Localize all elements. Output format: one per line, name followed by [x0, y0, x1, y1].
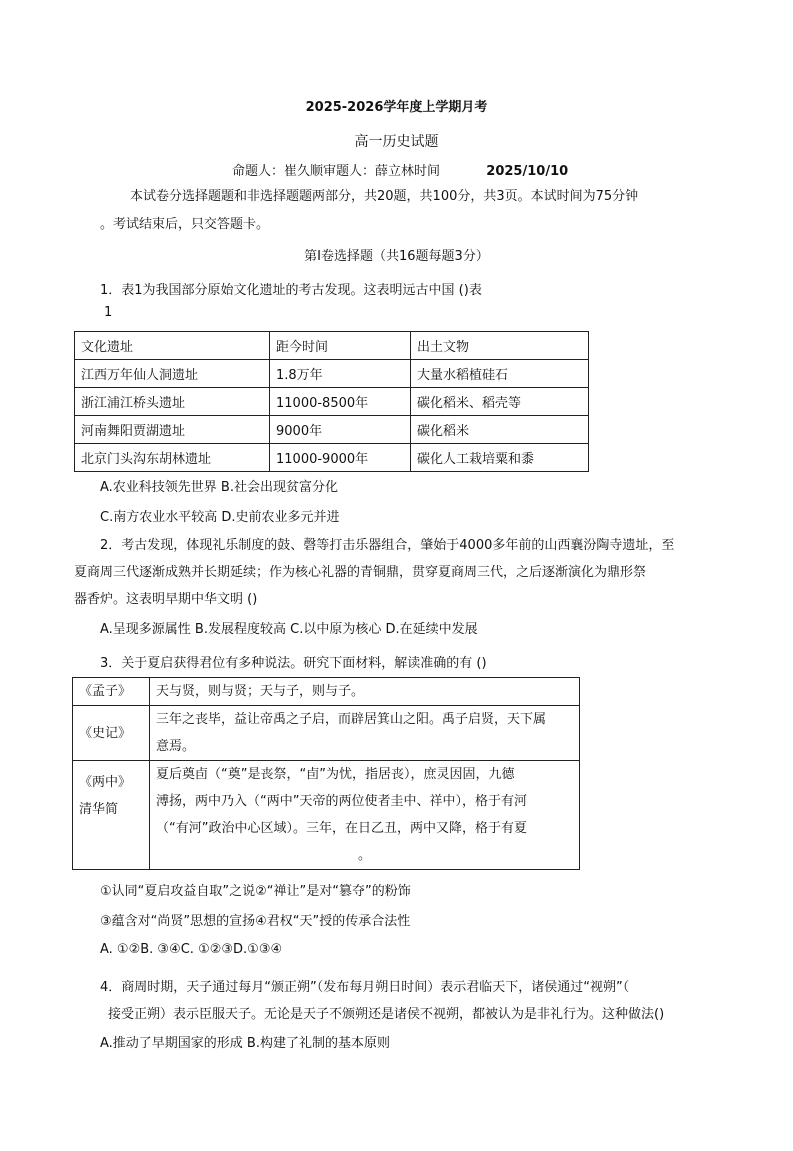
table-header-cell: 文化遗址 [75, 332, 270, 360]
q1-options-2: C.南方农业水平较高 D.史前农业多元并进 [100, 510, 340, 525]
table-cell: 11000-8500年 [270, 388, 411, 416]
table-row [73, 761, 580, 870]
table-row [75, 444, 589, 472]
table-cell: 碳化人工栽培粟和黍 [411, 444, 589, 472]
section-title: 第I卷选择题（共16题每题3分） [304, 249, 489, 264]
source-line: 清华简 [79, 802, 119, 817]
q3-statements-2: ③蕴含对“尚贤”思想的宣扬④君权“天”授的传承合法性 [100, 914, 411, 929]
author-text: 命题人：崔久顺审题人：薛立林时间 [232, 164, 441, 179]
q1-table [74, 331, 589, 472]
text-cell [150, 678, 580, 706]
q2-line-2: 夏商周三代逐渐成熟并长期延续；作为核心礼器的青铜鼎，贯穿夏商周三代，之后逐渐演化为鼎形祭 [74, 565, 647, 580]
exam-subtitle: 高一历史试题 [354, 134, 439, 150]
q4-line-2: 接受正朔）表示臣服天子。无论是天子不颁朔还是诸侯不视朔，都被认为是非礼行为。这种做法() [108, 1007, 665, 1022]
table-cell: 大量水稻植硅石 [411, 360, 589, 388]
table-header-cell: 出土文物 [411, 332, 589, 360]
table-cell: 江西万年仙人洞遗址 [75, 360, 270, 388]
table-row [73, 678, 580, 706]
author-line [232, 160, 568, 179]
table-cell: 河南舞阳贾湖遗址 [75, 416, 270, 444]
text-cell [150, 706, 580, 761]
q4-line-1: 4．商周时期，天子通过每月“颁正朔”（发布每月朔日时间）表示君临天下，诸侯通过“视朔”（ [100, 980, 630, 995]
q1-stem: 1．表1为我国部分原始文化遗址的考古发现。这表明远古中国 ()表 [100, 283, 482, 298]
q3-stem: 3．关于夏启获得君位有多种说法。研究下面材料，解读准确的有 () [100, 656, 487, 671]
q1-options-1: A.农业科技领先世界 B.社会出现贫富分化 [100, 480, 338, 495]
exam-date: 2025/10/10 [486, 164, 569, 179]
source-cell: 《史记》 [73, 706, 150, 761]
q3-table [72, 677, 580, 870]
text-line: （“有河”政治中心区域）。三年，在日乙丑，两中又降，格于有夏 [156, 821, 527, 836]
table-cell: 浙江浦江桥头遗址 [75, 388, 270, 416]
text-line: 天与贤，则与贤；天与子，则与子。 [156, 684, 365, 699]
source-line: 《两中》 [79, 775, 132, 790]
text-line: 溥扬，两中乃入（“两中”天帝的两位使者圭中、祥中），格于有河 [156, 794, 527, 809]
q4-options: A.推动了早期国家的形成 B.构建了礼制的基本原则 [100, 1036, 390, 1051]
intro-line-1: 本试卷分选择题题和非选择题题两部分，共20题，共100分，共3页。本试时间为75分钟 [130, 189, 639, 204]
table-row [75, 416, 589, 444]
table-row [73, 706, 580, 761]
text-line: 意焉。 [156, 739, 196, 754]
intro-line-2: 。考试结束后，只交答题卡。 [100, 217, 270, 232]
q3-options: A. ①②B. ③④C. ①②③D.①③④ [100, 942, 283, 957]
table-row [75, 360, 589, 388]
text-line: 三年之丧毕，益让帝禹之子启，而辟居箕山之阳。禹子启贤，天下属 [156, 712, 547, 727]
source-cell [73, 761, 150, 870]
table-cell: 11000-9000年 [270, 444, 411, 472]
source-cell: 《孟子》 [73, 678, 150, 706]
table-cell: 北京门头沟东胡林遗址 [75, 444, 270, 472]
table-header-cell: 距今时间 [270, 332, 411, 360]
text-cell [150, 761, 580, 870]
text-line: 夏后奠卣（“奠”是丧祭，“卣”为忧，指居丧），庶灵因固，九德 [156, 767, 515, 782]
table-row [75, 388, 589, 416]
q1-stem-cont: 1 [104, 305, 113, 320]
q2-line-1: 2．考古发现，体现礼乐制度的鼓、磬等打击乐器组合，肇始于4000多年前的山西襄汾陶寺遗址，至 [100, 538, 675, 553]
q2-line-3: 器香炉。这表明早期中华文明 () [74, 592, 258, 607]
q3-statements-1: ①认同“夏启攻益自取”之说②“禅让”是对“篡夺”的粉饰 [100, 884, 411, 899]
table-cell: 1.8万年 [270, 360, 411, 388]
text-line: 。 [357, 848, 371, 863]
table-header-row [75, 332, 589, 360]
exam-title: 2025-2026学年度上学期月考 [305, 100, 488, 115]
q2-options: A.呈现多源属性 B.发展程度较高 C.以中原为核心 D.在延续中发展 [100, 622, 478, 637]
table-cell: 碳化稻米 [411, 416, 589, 444]
table-cell: 9000年 [270, 416, 411, 444]
table-cell: 碳化稻米、稻壳等 [411, 388, 589, 416]
